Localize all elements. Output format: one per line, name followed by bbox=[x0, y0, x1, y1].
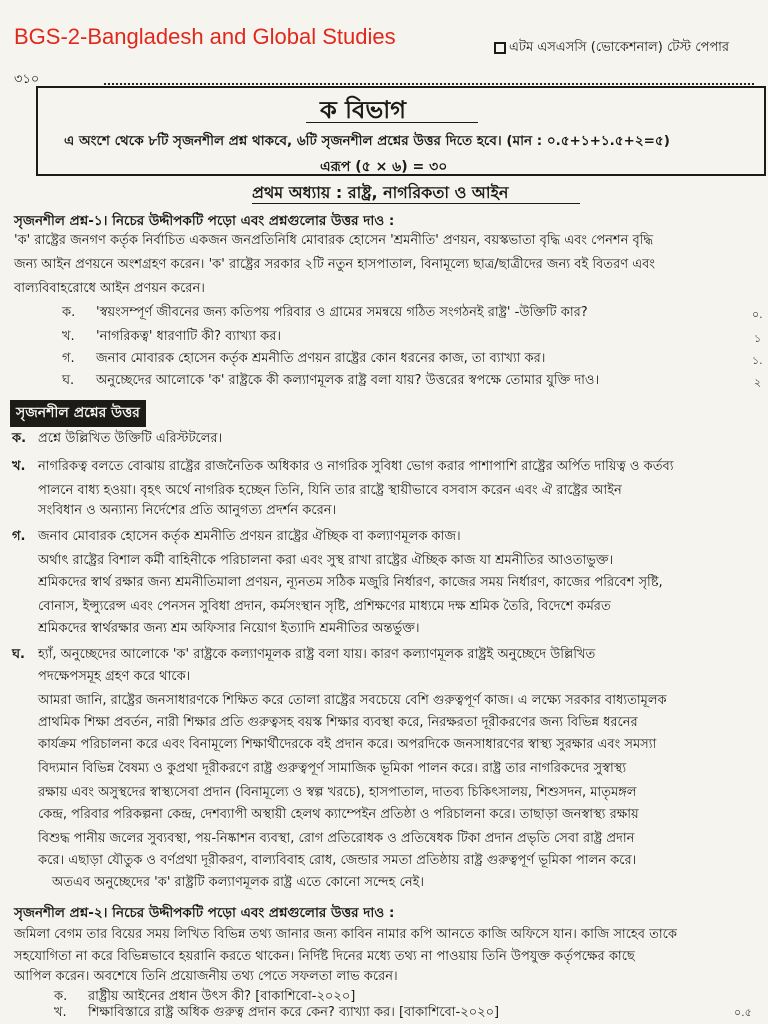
answer-kha-line: পালনে বাধ্য হওয়া। বৃহৎ অর্থে নাগরিক হচ্ছেন তিনি, যিনি তার রাষ্ট্রে স্থায়ীভাবে বসবাস করেন এবং ঐ রাষ্ট্রের আইন bbox=[38, 483, 622, 498]
answer-gha-line: বিদ্যমান বিভিন্ন বৈষম্য ও কুপ্রথা দূরীকরণে রাষ্ট্র গুরুত্বপূর্ণ সামাজিক ভূমিকা পালন করে। রাষ্ট্র তার নাগরিকদের সুস্বাস্থ্য bbox=[38, 761, 627, 776]
answer-ga-line: শ্রমিকদের স্বার্থরক্ষার জন্য শ্রম অফিসার নিয়োগ ইত্যাদি শ্রমনীতির অন্তর্ভুক্ত। bbox=[38, 621, 420, 636]
q1-question-text: অনুচ্ছেদের আলোকে 'ক' রাষ্ট্রকে কী কল্যাণমূলক রাষ্ট্র বলা যায়? উত্তরের স্বপক্ষে তোমার যুক্তি দাও। bbox=[96, 373, 600, 388]
answer-heading: সৃজনশীল প্রশ্নের উত্তর bbox=[10, 400, 146, 427]
q2-question-mark: ০.৫ bbox=[734, 1006, 752, 1019]
q2-question-text: শিক্ষাবিস্তারে রাষ্ট্র অধিক গুরুত্ব প্রদান করে কেন? ব্যাখ্যা কর। [বাকাশিবো-২০২০] bbox=[88, 1005, 500, 1020]
q1-question-mark: ১. bbox=[752, 354, 763, 367]
answer-gha-line: করে। এছাড়া যৌতুক ও বর্ণপ্রথা দূরীকরণ, বাল্যবিবাহ রোধ, জেন্ডার সমতা প্রতিষ্ঠায় রাষ্ট্র গুরুত্বপূর্ণ ভূমিকা পালন করে। bbox=[38, 853, 637, 868]
answer-kha-marker: খ. bbox=[12, 459, 26, 474]
q1-question-mark: ০. bbox=[752, 308, 763, 321]
answer-gha-line: বিশুদ্ধ পানীয় জলের সুব্যবস্থা, পয়-নিষ্কাশন ব্যবস্থা, রোগ প্রতিরোধক ও প্রতিষেধক টিকা প্রদান প্রভৃতি সেবা রাষ্ট্র প্রদান bbox=[38, 831, 635, 846]
answer-ga-line: জনাব মোবারক হোসেন কর্তৃক শ্রমনীতি প্রণয়ন রাষ্ট্রের ঐচ্ছিক বা কল্যাণমূলক কাজ। bbox=[38, 529, 461, 544]
q1-stimulus-line: বাল্যবিবাহরোধে আইন প্রণয়ন করেন। bbox=[14, 281, 205, 296]
q1-question-text: 'নাগরিকত্ব' ধারণাটি কী? ব্যাখ্যা কর। bbox=[96, 329, 282, 344]
answer-gha-line: কেন্দ্র, পরিবার পরিকল্পনা কেন্দ্র, দেশব্যাপী অস্থায়ী হেলথ ক্যাম্পেইন প্রতিষ্ঠা ও পরিচালনা করে। তাছাড়া জনস্বাস্থ্য রক্ষায় bbox=[38, 807, 639, 822]
q1-heading: সৃজনশীল প্রশ্ন-১। নিচের উদ্দীপকটি পড়ো এবং প্রশ্নগুলোর উত্তর দাও : bbox=[14, 213, 395, 229]
q1-question-marker: ক. bbox=[62, 305, 76, 320]
answer-gha-line: কার্যক্রম পরিচালনা করে এবং বিনামূল্যে শিক্ষার্থীদেরকে বই প্রদান করে। অপরদিকে জনসাধারণের স্বাস্থ্য সুরক্ষার এবং সমস্যা bbox=[38, 737, 657, 752]
section-instruction: এ অংশে থেকে ৮টি সৃজনশীল প্রশ্ন থাকবে, ৬টি সৃজনশীল প্রশ্নের উত্তর দিতে হবে। (মান : ০.৫+১+১.৫+২=৫) bbox=[64, 133, 670, 149]
q2-heading: সৃজনশীল প্রশ্ন-২। নিচের উদ্দীপকটি পড়ো এবং প্রশ্নগুলোর উত্তর দাও : bbox=[14, 905, 395, 921]
q1-stimulus-line: 'ক' রাষ্ট্রের জনগণ কর্তৃক নির্বাচিত একজন জনপ্রতিনিধি মোবারক হোসেন 'শ্রমনীতি' প্রণয়ন, বয়স্কভাতা বৃদ্ধি এবং পেনশন বৃদ্ধি bbox=[14, 233, 654, 248]
q1-question-mark: ২ bbox=[754, 376, 762, 389]
q2-stimulus-line: জমিলা বেগম তার বিয়ের সময় লিখিত বিভিন্ন তথ্য জানার জন্য কাবিন নামার কপি আনতে কাজি অফিসে যান। কাজি সাহেব তাকে bbox=[14, 927, 677, 942]
q2-stimulus-line: সহযোগিতা না করে বিভিন্নভাবে হয়রানি করতে থাকেন। নির্দিষ্ট দিনের মধ্যে তথ্য না পাওয়ায় তিনি উপযুক্ত কর্তৃপক্ষের কাছে bbox=[14, 949, 635, 964]
q2-stimulus-line: আপিল করেন। অবশেষে তিনি প্রয়োজনীয় তথ্য পেতে সফলতা লাভ করেন। bbox=[14, 969, 398, 984]
book-title bbox=[494, 38, 729, 59]
answer-gha-line: অতএব অনুচ্ছেদের 'ক' রাষ্ট্রটি কল্যাণমূলক রাষ্ট্র এতে কোনো সন্দেহ নেই। bbox=[52, 875, 424, 890]
section-title: ক বিভাগ bbox=[320, 96, 406, 124]
answer-gha-marker: ঘ. bbox=[12, 647, 25, 662]
answer-ka-text: প্রশ্নে উল্লিখিত উক্তিটি এরিস্টটলের। bbox=[38, 431, 223, 446]
section-title-underline bbox=[306, 122, 478, 123]
q1-question-mark: ১ bbox=[754, 332, 762, 345]
answer-gha-line: হ্যাঁ, অনুচ্ছেদের আলোকে 'ক' রাষ্ট্রকে কল্যাণমূলক রাষ্ট্র বলা যায়। কারণ কল্যাণমূলক রাষ্ট্রই অনুচ্ছেদে উল্লিখিত bbox=[38, 647, 596, 662]
answer-ga-line: অর্থাৎ রাষ্ট্রের বিশাল কর্মী বাহিনীকে পরিচালনা করা এবং সুস্থ রাখা রাষ্ট্রের ঐচ্ছিক কাজ যা শ্রমনীতির আওতাভুক্ত। bbox=[38, 553, 614, 568]
q2-question-marker: খ. bbox=[54, 1005, 67, 1020]
q2-question-marker: ক. bbox=[54, 989, 68, 1004]
square-icon bbox=[494, 42, 506, 54]
answer-gha-line: রক্ষায় এবং অসুস্থদের স্বাস্থ্যসেবা প্রদান (বিনামূল্যে ও স্বল্প খরচে), হাসপাতাল, দাতব্য চিকিৎসালয়, শিশুসদন, মাতৃমঙ্গল bbox=[38, 785, 637, 800]
chapter-underline bbox=[252, 203, 580, 204]
banner-title: BGS-2-Bangladesh and Global Studies bbox=[14, 24, 396, 49]
answer-gha-line: আমরা জানি, রাষ্ট্রের জনসাধারণকে শিক্ষিত করে তোলা রাষ্ট্রের সবচেয়ে বেশি গুরুত্বপূর্ণ কাজ। এ লক্ষ্যে সরকার বাধ্যতামূলক bbox=[38, 693, 667, 708]
q2-question-text: রাষ্ট্রীয় আইনের প্রধান উৎস কী? [বাকাশিবো-২০২০] bbox=[88, 989, 356, 1004]
answer-ga-marker: গ. bbox=[12, 529, 26, 544]
page-number: ৩১০ bbox=[14, 72, 40, 87]
section-marks: এরূপ (৫ × ৬) = ৩০ bbox=[320, 159, 448, 175]
answer-gha-line: পদক্ষেপসমূহ গ্রহণ করে থাকে। bbox=[38, 669, 191, 684]
book-title-text: এটম এসএসসি (ভোকেশনাল) টেস্ট পেপার bbox=[509, 40, 730, 55]
dotted-divider bbox=[104, 83, 754, 85]
answer-ga-line: শ্রমিকদের স্বার্থ রক্ষার জন্য শ্রমনীতিমালা প্রণয়ন, ন্যূনতম সঠিক মজুরি নির্ধারণ, কাজের সময় নির্ধারণ, কাজের পরিবেশ সৃষ্টি, bbox=[38, 575, 663, 590]
answer-ga-line: বোনাস, ইন্স্যুরেন্স এবং পেনসন সুবিধা প্রদান, কর্মসংস্থান সৃষ্টি, প্রশিক্ষণের মাধ্যমে দক্ষ শ্রমিক তৈরি, বিদেশে কর্মরত bbox=[38, 599, 611, 614]
q1-stimulus-line: জন্য আইন প্রণয়নে অংশগ্রহণ করেন। 'ক' রাষ্ট্রের সরকার ২টি নতুন হাসপাতাল, বিনামূল্যে ছাত্র/ছাত্রীদের জন্য বই বিতরণ এবং bbox=[14, 257, 655, 272]
q1-question-marker: ঘ. bbox=[62, 373, 75, 388]
answer-kha-line: নাগরিকত্ব বলতে বোঝায় রাষ্ট্রের রাজনৈতিক অধিকার ও নাগরিক সুবিধা ভোগ করার পাশাপাশি রাষ্ট্রের অর্পিত দায়িত্ব ও কর্তব্য bbox=[38, 459, 674, 474]
chapter-title: প্রথম অধ্যায় : রাষ্ট্র, নাগরিকতা ও আইন bbox=[252, 183, 509, 202]
answer-gha-line: প্রাথমিক শিক্ষা প্রবর্তন, নারী শিক্ষার প্রতি গুরুত্বসহ বয়স্ক শিক্ষার ব্যবস্থা করে, নিরক্ষরতা দূরীকরণের জন্য বিভিন্ন ধরনের bbox=[38, 715, 638, 730]
q1-question-text: জনাব মোবারক হোসেন কর্তৃক শ্রমনীতি প্রণয়ন রাষ্ট্রের কোন ধরনের কাজ, তা ব্যাখ্যা কর। bbox=[96, 351, 546, 366]
q1-question-marker: খ. bbox=[62, 329, 75, 344]
q1-question-marker: গ. bbox=[62, 351, 75, 366]
answer-kha-line: সংবিধান ও অন্যান্য নির্দেশের প্রতি আনুগত্য প্রদর্শন করেন। bbox=[38, 503, 337, 518]
answer-ka-marker: ক. bbox=[12, 431, 27, 446]
q1-question-text: 'স্বয়ংসম্পূর্ণ জীবনের জন্য কতিপয় পরিবার ও গ্রামের সমন্বয়ে গঠিত সংগঠনই রাষ্ট্র' -উক্তিটি কার? bbox=[96, 305, 588, 320]
